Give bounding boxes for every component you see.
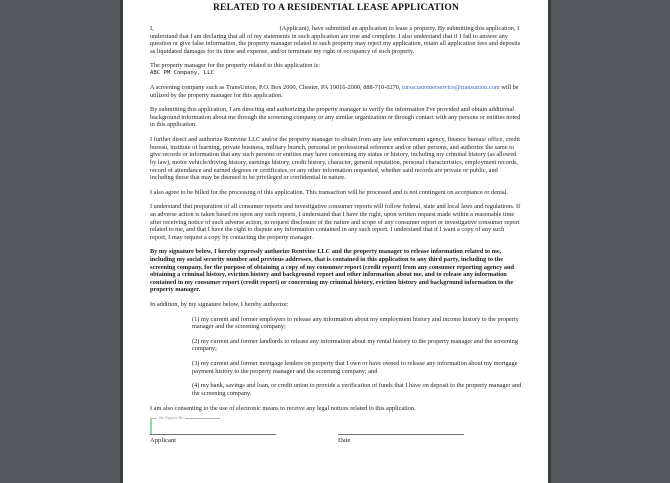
signature-release-paragraph: By my signature below, I hereby expressly authorize Rentvine LLC and the property manager to release information related to me, including my social security number and previous addresses, that is contained in this application to any third party, including to the screening company, for the purpose of obtaining a copy of my consumer report (credit report) from any consumer reporting agency and obtaining a criminal history, eviction history and background report and other information about me, and to release any information contained in my consumer report (credit report) or concerning my criminal history, eviction history and background information to the property manager. xyxy=(150,248,514,294)
authorization-item-2: (2) my current and former landlords to release any information about my rental history to the property manager and the screening company; xyxy=(192,337,518,353)
date-label: Date xyxy=(338,437,351,445)
screening-text-after: will be utilized by the property manager for this application. xyxy=(150,84,519,99)
further-direct-paragraph: I further direct and authorize Rentvine LLC and/or the property manager to obtain from any law enforcement agency, finance bureau/ office, credit bureau, institute of learning, private business, military branch, personal or professional reference and/or other persons, and authorize the same to give records or information that any such persons or entities may have concerning my status or history, including my criminal history (as allowed by law), motor vehicle/driving history, earnings history, credit history, character, general reputation, personal characteristics, employment records, record of attendance and earned degrees or certificates, or any other information requested, whether said records are private or public, and including those that may be deemed to be privileged or confidential in nature. xyxy=(150,136,520,182)
signature-row xyxy=(150,415,522,445)
property-manager-label: The property manager for the property related to this application is: xyxy=(150,62,320,70)
in-addition-paragraph: In addition, by my signature below, I hereby authorize: xyxy=(150,301,289,309)
consumer-reports-paragraph: I understand that preparation of all consumer reports and investigative consumer reports will follow federal, state and local laws and regulations. If an adverse action is taken based on upon any such reports, I understand that I have the right, upon written request made within a reasonable time after receiving notice of such adverse action, to request disclosure of the nature and scope of any consumer report or investigative consumer report related to me, and that I have the right to dispute any information contained in any such report. I understand that if I want a copy of any such report, I may request a copy by contacting the property manager. xyxy=(150,203,521,241)
screening-paragraph xyxy=(150,84,522,99)
authorize-verify-paragraph: By submitting this application, I am directing and authorizing the property manager to verify the information I've provided and obtain additional background information about me through the screening company or any similar organization or through contact with any persons or entities noted in this application. xyxy=(150,106,521,129)
authorization-item-3: (3) my current and former mortgage lenders on property that I own or have owned to release any information about my mortgage payment history to the property manager and the screening company; and xyxy=(192,360,518,375)
authorization-item-1: (1) my current and former employers to release any information about my employment history and income history to the property manager and the screening company; xyxy=(192,315,519,331)
intro-body: (Applicant), have submitted an application to lease a property. By submitting this application, I understand that I am declaring that all of my statements in such application are true and complete. I also understand that if I fail to answer any question or give false information, the property manager related to such property may reject my application, retain all application fees and deposits as liquidated damages for its time and expense, and/or terminate my right of occupancy of such property. xyxy=(150,25,521,55)
applicant-label: Applicant xyxy=(150,437,177,445)
intro-prefix: I, xyxy=(150,25,154,32)
screening-text-before: A screening company such as TransUnion, P.O. Box 2000, Chester, PA 19016-2000, 888-710-0270, xyxy=(150,84,403,92)
screening-email-link[interactable]: tursscustomerservice@transunion.com xyxy=(402,84,500,92)
property-manager-name: ABC PM Company, LLC xyxy=(150,70,214,77)
applicant-signature-line[interactable] xyxy=(150,434,276,435)
billing-paragraph: I also agree to be billed for the processing of this application. This transaction will be processed and is not contingent on acceptance or denial. xyxy=(150,188,508,196)
authorization-item-4: (4) my bank, savings and loan, or credit union to provide a verification of funds that I have on deposit to the property manager and the screening company. xyxy=(192,382,522,397)
intro-paragraph xyxy=(150,25,522,55)
electronic-consent-paragraph: I am also consenting to the use of electronic means to receive any legal notices related to this application. xyxy=(150,404,416,412)
date-column xyxy=(338,434,464,444)
sign-tag-label: Be Signed By xyxy=(159,415,184,421)
page-content xyxy=(123,0,548,444)
applicant-signature-column xyxy=(150,415,276,445)
document-page xyxy=(120,0,551,483)
document-title: RELATED TO A RESIDENTIAL LEASE APPLICATION xyxy=(212,3,460,13)
signature-field[interactable] xyxy=(150,415,220,434)
date-line[interactable] xyxy=(338,434,464,435)
